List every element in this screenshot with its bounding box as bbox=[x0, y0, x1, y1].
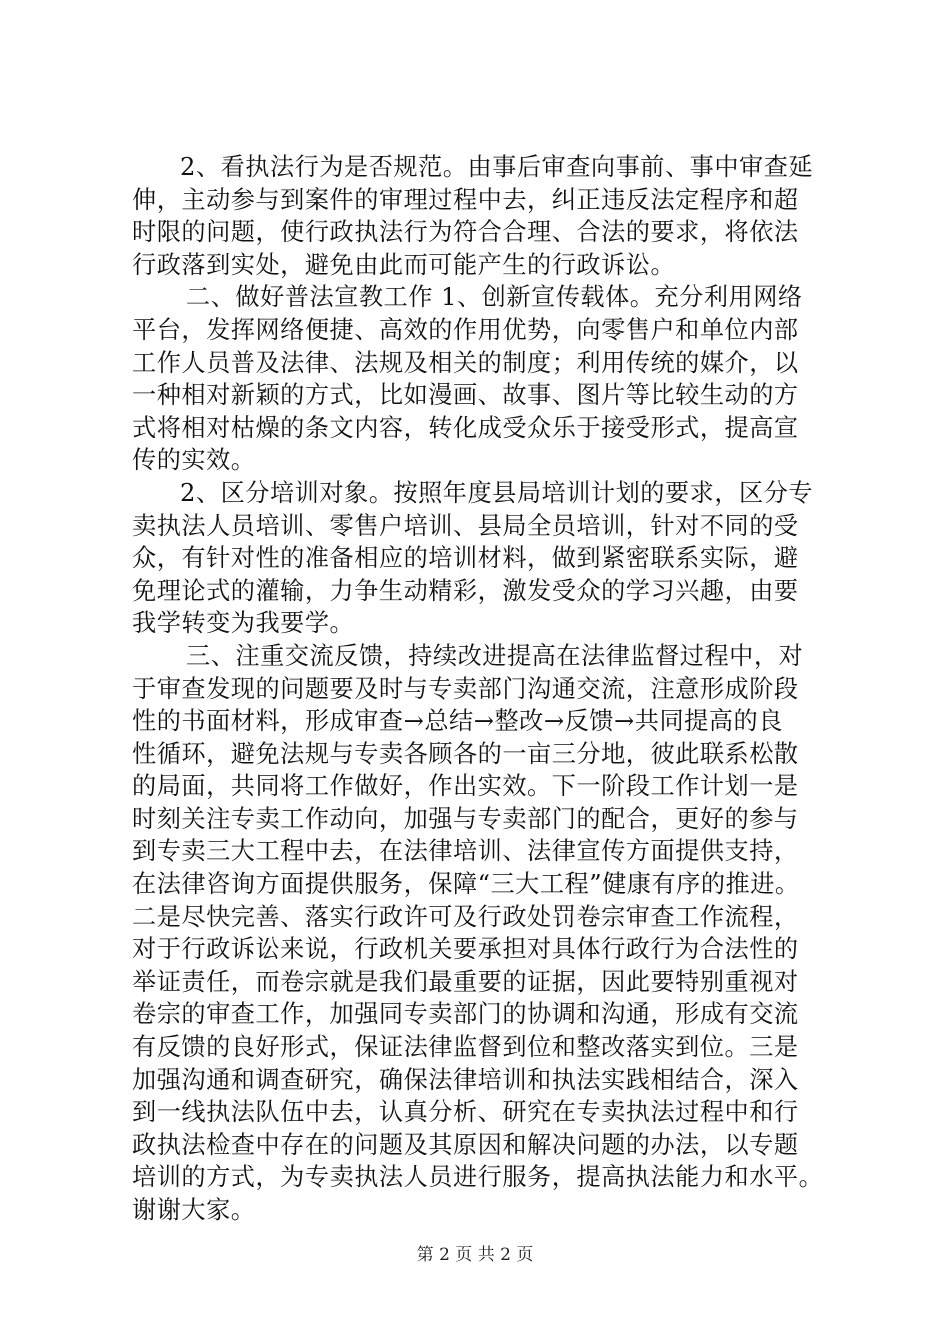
text-line: 在法律咨询方面提供服务，保障“三大工程”健康有序的推进。 bbox=[132, 870, 800, 899]
text-line: 工作人员普及法律、法规及相关的制度；利用传统的媒介，以 bbox=[132, 348, 799, 377]
text-line: 到一线执法队伍中去，认真分析、研究在专卖执法过程中和行 bbox=[132, 1098, 799, 1127]
text-line: 二、做好普法宣教工作 1、创新宣传载体。充分利用网络 bbox=[186, 283, 803, 312]
text-line: 举证责任，而卷宗就是我们最重要的证据，因此要特别重视对 bbox=[132, 967, 799, 996]
text-line: 一种相对新颖的方式，比如漫画、故事、图片等比较生动的方 bbox=[132, 381, 799, 410]
text-line: 行政落到实处，避免由此而可能产生的行政诉讼。 bbox=[132, 250, 676, 279]
text-line: 有反馈的良好形式，保证法律监督到位和整改落实到位。三是 bbox=[132, 1033, 799, 1062]
text-line: 时限的问题，使行政执法行为符合合理、合法的要求，将依法 bbox=[132, 218, 799, 247]
text-line: 对于行政诉讼来说，行政机关要承担对具体行政行为合法性的 bbox=[132, 935, 799, 964]
text-line: 卖执法人员培训、零售户培训、县局全员培训，针对不同的受 bbox=[132, 511, 799, 540]
document-body bbox=[132, 151, 832, 1227]
text-line: 于审查发现的问题要及时与专卖部门沟通交流，注意形成阶段 bbox=[132, 674, 799, 703]
text-line: 2、区分培训对象。按照年度县局培训计划的要求，区分专 bbox=[180, 478, 814, 507]
text-line: 三、注重交流反馈，持续改进提高在法律监督过程中，对 bbox=[186, 641, 804, 670]
text-line: 的局面，共同将工作做好，作出实效。下一阶段工作计划一是 bbox=[132, 772, 799, 801]
text-line: 我学转变为我要学。 bbox=[132, 609, 355, 638]
text-line: 培训的方式，为专卖执法人员进行服务，提高执法能力和水平。 bbox=[132, 1163, 824, 1192]
text-line: 2、看执法行为是否规范。由事后审查向事前、事中审查延 bbox=[180, 153, 814, 181]
text-line: 加强沟通和调查研究，确保法律培训和执法实践相结合，深入 bbox=[132, 1065, 799, 1094]
text-line: 免理论式的灌输，力争生动精彩，激发受众的学习兴趣，由要 bbox=[132, 576, 799, 605]
text-line: 性循环，避免法规与专卖各顾各的一亩三分地，彼此联系松散 bbox=[132, 739, 799, 768]
page-footer: 第 2 页 共 2 页 bbox=[416, 1245, 534, 1265]
text-line: 到专卖三大工程中去，在法律培训、法律宣传方面提供支持， bbox=[132, 837, 799, 866]
text-line: 平台，发挥网络便捷、高效的作用优势，向零售户和单位内部 bbox=[132, 315, 799, 344]
text-line: 谢谢大家。 bbox=[132, 1196, 256, 1224]
text-line: 性的书面材料，形成审查→总结→整改→反馈→共同提高的良 bbox=[132, 707, 783, 736]
text-line: 式将相对枯燥的条文内容，转化成受众乐于接受形式，提高宣 bbox=[132, 413, 799, 442]
text-line: 传的实效。 bbox=[132, 446, 256, 475]
text-line: 卷宗的审查工作，加强同专卖部门的协调和沟通，形成有交流 bbox=[132, 1000, 799, 1029]
text-line: 政执法检查中存在的问题及其原因和解决问题的办法，以专题 bbox=[132, 1130, 799, 1159]
text-line: 时刻关注专卖工作动向，加强与专卖部门的配合，更好的参与 bbox=[132, 804, 799, 833]
text-line: 众，有针对性的准备相应的培训材料，做到紧密联系实际，避 bbox=[132, 544, 799, 573]
text-line: 伸，主动参与到案件的审理过程中去，纠正违反法定程序和超 bbox=[132, 185, 799, 214]
text-line: 二是尽快完善、落实行政许可及行政处罚卷宗审查工作流程， bbox=[132, 902, 799, 931]
